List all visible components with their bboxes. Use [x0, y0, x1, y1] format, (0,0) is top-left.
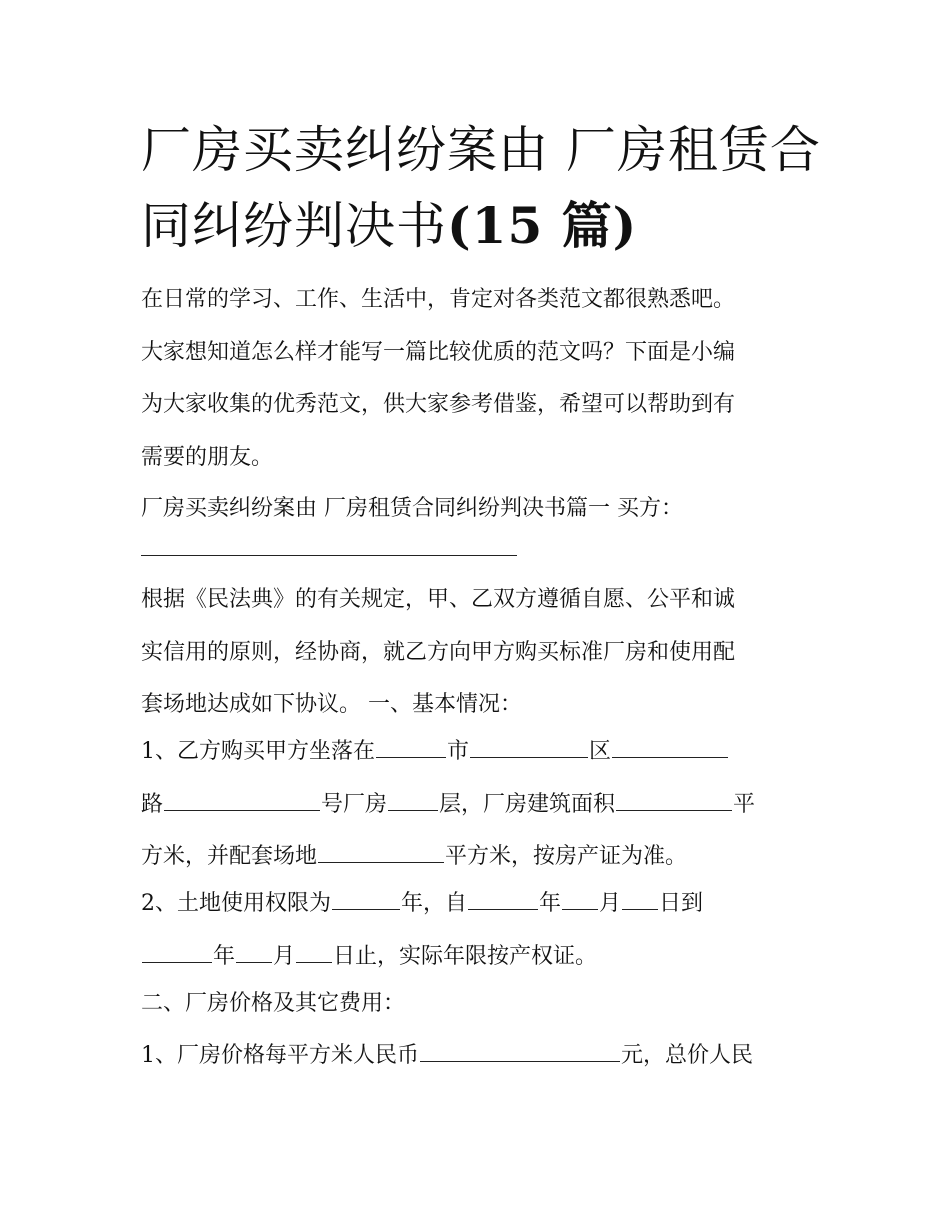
road-blank: [612, 735, 728, 758]
start-month-blank: [562, 887, 598, 910]
item-2: [141, 878, 821, 983]
title-count: (15 篇): [447, 196, 638, 255]
item2-text: 日止，实际年限按产权证。: [333, 943, 598, 969]
item1-text: 层，厂房建筑面积: [439, 791, 616, 817]
start-day-blank: [622, 887, 658, 910]
area-blank: [616, 788, 732, 811]
title-line-1: 厂房买卖纠纷案由 厂房租赁合: [141, 121, 821, 179]
section2-text: 二、厂房价格及其它费用：: [141, 991, 406, 1016]
buyer-blank-line: [141, 555, 517, 556]
item-1: [141, 726, 821, 884]
end-year-blank: [142, 940, 212, 963]
intro-line: 为大家收集的优秀范文，供大家参考借鉴，希望可以帮助到有: [141, 392, 736, 417]
item-3: [141, 1030, 821, 1083]
years-blank: [332, 887, 400, 910]
item1-text: 市: [447, 739, 470, 764]
agreement-line: 实信用的原则，经协商，就乙方向甲方购买标准厂房和使用配: [141, 639, 736, 665]
title-line-2: 同纠纷判决书: [141, 197, 447, 255]
item3-text: 1、厂房价格每平方米人民币: [141, 1043, 419, 1068]
item2-text: 年: [213, 943, 236, 969]
end-day-blank: [296, 940, 332, 963]
document-title: [141, 112, 821, 264]
intro-line: 在日常的学习、工作、生活中，肯定对各类范文都很熟悉吧。: [141, 287, 736, 312]
price-blank: [420, 1039, 620, 1062]
item1-text: 方米，并配套场地: [141, 844, 318, 869]
agreement-line: 套场地达成如下协议。 一、基本情况：: [141, 692, 522, 717]
item2-text: 月: [599, 891, 622, 916]
road-number-blank: [164, 788, 320, 811]
item1-text: 区: [589, 739, 612, 764]
section-heading: [141, 483, 821, 536]
start-year-blank: [468, 887, 538, 910]
item1-text: 平方米，按房产证为准。: [445, 844, 688, 869]
item3-text: 元，总价人民: [621, 1043, 754, 1068]
intro-paragraph: [141, 274, 821, 484]
item2-text: 月: [273, 943, 296, 969]
district-blank: [470, 735, 588, 758]
floor-blank: [388, 788, 438, 811]
intro-line: 需要的朋友。: [141, 444, 274, 470]
section-heading-text: 厂房买卖纠纷案由 厂房租赁合同纠纷判决书篇一 买方：: [141, 496, 683, 521]
item2-text: 2、土地使用权限为: [141, 891, 331, 916]
item1-text: 1、乙方购买甲方坐落在: [141, 739, 375, 764]
agreement-line: 根据《民法典》的有关规定，甲、乙双方遵循自愿、公平和诚: [141, 587, 736, 612]
intro-line: 大家想知道怎么样才能写一篇比较优质的范文吗？下面是小编: [141, 339, 736, 365]
item1-text: 路: [141, 791, 164, 817]
agreement-paragraph: [141, 574, 821, 732]
item2-text: 年，自: [401, 891, 468, 916]
item1-text: 号厂房: [321, 791, 388, 817]
section-2-heading: [141, 978, 821, 1031]
city-blank: [376, 735, 446, 758]
site-area-blank: [318, 840, 444, 863]
item1-text: 平: [733, 791, 756, 817]
end-month-blank: [236, 940, 272, 963]
item2-text: 日到: [659, 891, 704, 916]
item2-text: 年: [539, 891, 562, 916]
